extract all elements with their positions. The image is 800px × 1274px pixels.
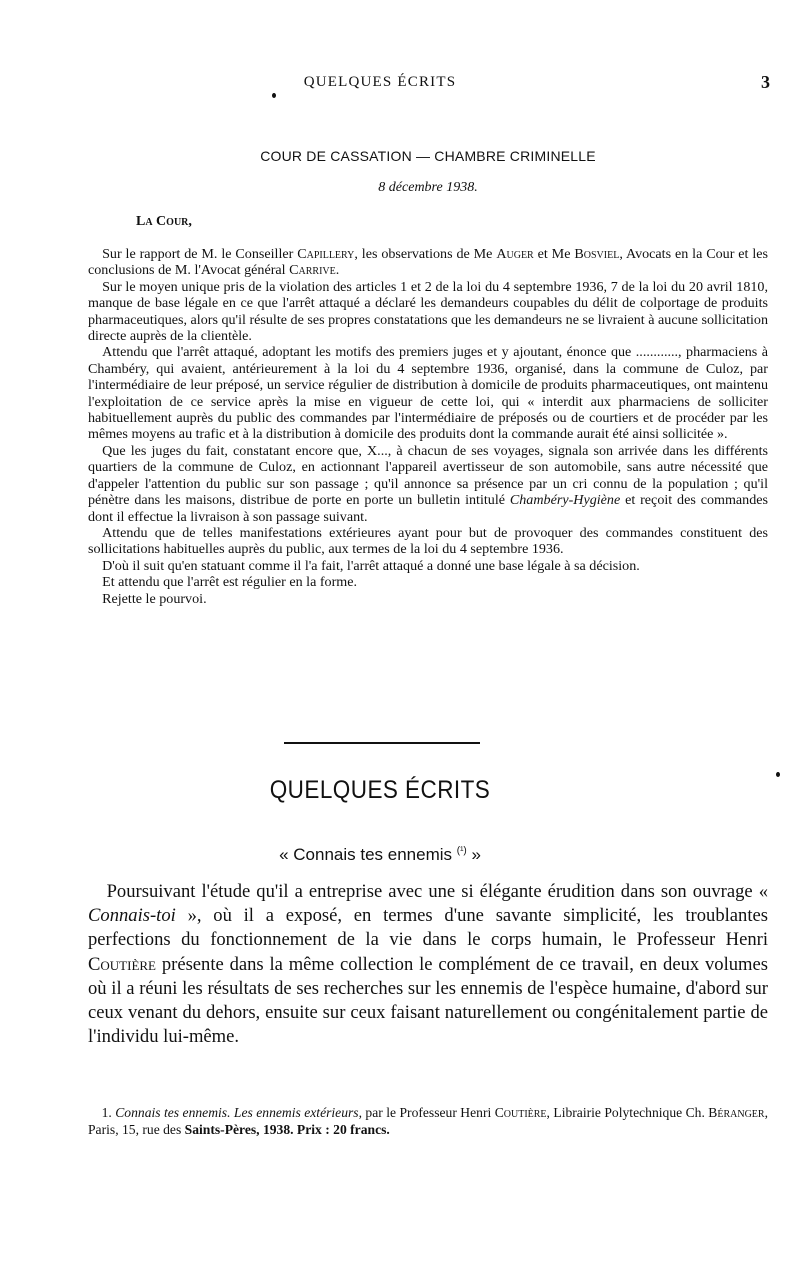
ruling-date: 8 décembre 1938.	[378, 180, 478, 195]
ruling-paragraph: Attendu que l'arrêt attaqué, adoptant les motifs des premiers juges et y ajoutant, énonce que ............, pharmaciens à Chambéry, qui avaient, antérieurement à la loi du 4 septembre 1936, organisé, dans la commune de Culoz, par l'intermédiaire de leur préposé, un service régulier de distribution à domicile de produits pharmaceutiques, ont maintenu l'exploitation de ce service après la mise en vigueur de cette loi, qui « interdit aux pharmaciens de solliciter habituellement auprès du public des commandes par l'intermédiaire de préposés ou de courtiers et de procéder par les mêmes moyens au trafic et à la distribution à domicile des produits dont la commande aurait été ainsi sollicitée ».	[88, 344, 768, 443]
ruling-paragraph: Et attendu que l'arrêt est régulier en la forme.	[102, 574, 358, 591]
article-body	[88, 880, 768, 1049]
section-title: QUELQUES ÉCRITS	[269, 776, 491, 804]
running-header	[0, 72, 800, 96]
ruling-paragraph: D'où il suit qu'en statuant comme il l'a fait, l'arrêt attaqué a donné une base légale à sa décision.	[102, 557, 640, 574]
print-speck	[272, 93, 276, 98]
article-paragraph: Poursuivant l'étude qu'il a entreprise avec une si élégante érudition dans son ouvrage « Connais-toi », où il a exposé, en termes d'une savante simplicité, les troublantes perfections du fonctionnement de la vie dans le corps humain, le Professeur Henri Coutière présente dans la même collection le complément de ce travail, en deux volumes où il a réuni les résultats de ses recherches sur les ennemis de l'espèce humaine, d'abord sur ceux venant du dehors, ensuite sur ceux faisant naturellement ou congénitalement partie de l'individu lui-même.	[88, 881, 768, 1048]
ruling-text	[88, 246, 768, 607]
page-number: 3	[761, 72, 770, 92]
ruling-paragraph: Rejette le pourvoi.	[102, 590, 207, 607]
ruling-paragraph: Que les juges du fait, constatant encore que, X..., à chacun de ses voyages, signala son arrivée dans les différents quartiers de la commune de Culoz, en actionnant l'appareil avertisseur de son automobile, sans autre nécessité que d'appeler l'attention du public sur son passage ; qu'il annonce sa présence par un cri connu de la population ; qu'il pénètre dans les maisons, distribue de porte en porte un bulletin intitulé Chambéry-Hygiène et reçoit des commandes dont il effectue la livraison à son passage suivant.	[88, 442, 769, 525]
ruling-paragraph: Sur le moyen unique pris de la violation des articles 1 et 2 de la loi du 4 septembre 1936, 7 de la loi du 20 avril 1810, manque de base légale en ce que l'arrêt attaqué a déclaré les demandeurs coupables du délit de colportage de produits pharmaceutiques, alors qu'il résulte de ses propres constatations que les demandeurs ne se livraient à aucune sollicitation directe auprès de la clientèle.	[88, 278, 769, 345]
ruling-paragraph: Attendu que de telles manifestations extérieures ayant pour but de provoquer des commandes constituent des sollicitations habituelles auprès du public, aux termes de la loi du 4 septembre 1936.	[88, 524, 768, 558]
court-title: COUR DE CASSATION — CHAMBRE CRIMINELLE	[260, 148, 596, 164]
ruling-opening: La Cour,	[136, 214, 192, 229]
print-speck	[776, 772, 780, 777]
section-divider	[284, 742, 480, 744]
article-title: « Connais tes ennemis $^{(^1)}$ »	[279, 845, 481, 864]
ruling-paragraph: Sur le rapport de M. le Conseiller Capillery, les observations de Me Auger et Me Bosviel, Avocats en la Cour et les conclusions de M. l'Avocat général Carrive.	[88, 246, 768, 279]
running-title: QUELQUES ÉCRITS	[303, 74, 457, 90]
footnote: 1. Connais tes ennemis. Les ennemis extérieurs, par le Professeur Henri Coutière, Librairie Polytechnique Ch. Béranger, Paris, 15, rue des Saints-Pères, 1938. Prix : 20 francs.	[88, 1105, 768, 1137]
footnote-ref: (¹)	[456, 845, 467, 857]
